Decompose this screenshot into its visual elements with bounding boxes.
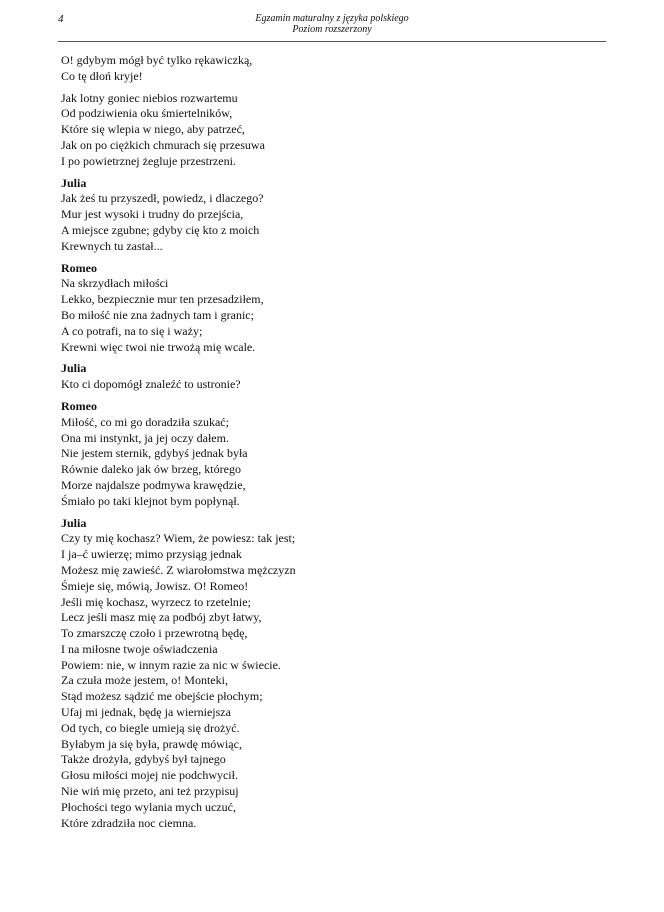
verse-line: Byłabym ja się była, prawdę mówiąc, <box>61 736 242 751</box>
verse-line: Morze najdalsze podmywa krawędzie, <box>61 477 246 492</box>
verse-line: Ufaj mi jednak, będę ja wierniejsza <box>61 705 231 720</box>
verse-line: Ona mi instynkt, ja jej oczy dałem. <box>61 430 229 445</box>
exam-title: Egzamin maturalny z języka polskiego <box>255 13 409 24</box>
verse-line: Które zdradziła noc ciemna. <box>61 815 197 830</box>
speaker-name: Julia <box>61 175 87 190</box>
verse-line: Co tę dłoń kryje! <box>61 68 143 83</box>
verse-line: Kto ci dopomógł znaleźć to ustronie? <box>61 377 241 392</box>
verse-line: Krewnych tu zastał... <box>61 238 163 253</box>
verse-line: Śmieje się, mówią, Jowisz. O! Romeo! <box>61 578 249 593</box>
verse-line: Powiem: nie, w innym razie za nic w świecie. <box>61 657 281 672</box>
speaker-name: Romeo <box>61 398 97 413</box>
verse-line: Stąd możesz sądzić me obejście płochym; <box>61 689 263 704</box>
verse-line: Czy ty mię kochasz? Wiem, że powiesz: tak jest; <box>61 531 296 546</box>
verse-line: Jak żeś tu przyszedł, powiedz, i dlaczego? <box>61 191 264 206</box>
verse-line: Bo miłość nie zna żadnych tam i granic; <box>61 307 254 322</box>
verse-line: Głosu miłości mojej nie podchwycił. <box>61 768 238 783</box>
exam-level: Poziom rozszerzony <box>292 24 372 35</box>
verse-line: Krewni więc twoi nie trwożą mię wcale. <box>61 339 256 354</box>
stanza <box>61 176 601 255</box>
stanza <box>61 91 601 170</box>
header-titles <box>58 13 606 35</box>
stanza <box>61 261 601 356</box>
verse-line: Także drożyła, gdybyś był tajnego <box>61 752 226 767</box>
verse-line: Miłość, co mi go doradziła szukać; <box>61 414 229 429</box>
verse-line: Nie jestem sternik, gdybyś jednak była <box>61 446 248 461</box>
verse-line: Które się wlepia w niego, aby patrzeć, <box>61 122 245 137</box>
verse-line: Płochości tego wylania mych uczuć, <box>61 799 236 814</box>
verse-line: Lecz jeśli masz mię za podbój zbyt łatwy, <box>61 610 262 625</box>
speaker-name: Julia <box>61 361 87 376</box>
stanza <box>61 53 601 85</box>
verse-line: Jak lotny goniec niebios rozwartemu <box>61 90 238 105</box>
verse-line: I po powietrznej żegluje przestrzeni. <box>61 153 236 168</box>
verse-line: O! gdybym mógł być tylko rękawiczką, <box>61 53 253 67</box>
verse-line: A miejsce zgubne; gdyby cię kto z moich <box>61 222 260 237</box>
stanza <box>61 399 601 510</box>
speaker-name: Romeo <box>61 260 97 275</box>
page-header <box>58 13 606 42</box>
verse-line: To zmarszczę czoło i przewrotną będę, <box>61 626 248 641</box>
speaker-name: Julia <box>61 515 87 530</box>
drama-text <box>61 53 601 837</box>
verse-line: Jak on po ciężkich chmurach się przesuwa <box>61 137 265 152</box>
verse-line: Lekko, bezpiecznie mur ten przesadziłem, <box>61 292 264 307</box>
stanza <box>61 516 601 832</box>
verse-line: I na miłosne twoje oświadczenia <box>61 641 218 656</box>
verse-line: Za czuła może jestem, o! Monteki, <box>61 673 228 688</box>
verse-line: I ja–ć uwierzę; mimo przysiąg jednak <box>61 547 242 562</box>
verse-line: Możesz mię zawieść. Z wiarołomstwa mężczyzn <box>61 562 296 577</box>
verse-line: Na skrzydłach miłości <box>61 276 169 291</box>
verse-line: Śmiało po taki klejnot bym popłynął. <box>61 493 240 508</box>
stanza <box>61 361 601 393</box>
verse-line: A co potrafi, na to się i waży; <box>61 323 203 338</box>
page-number: 4 <box>58 13 64 25</box>
verse-line: Jeśli mię kochasz, wyrzecz to rzetelnie; <box>61 594 251 609</box>
verse-line: Od podziwienia oku śmiertelników, <box>61 106 233 121</box>
verse-line: Od tych, co biegle umieją się drożyć. <box>61 720 240 735</box>
verse-line: Równie daleko jak ów brzeg, którego <box>61 462 241 477</box>
verse-line: Mur jest wysoki i trudny do przejścia, <box>61 207 244 222</box>
verse-line: Nie wiń mię przeto, ani też przypisuj <box>61 784 239 799</box>
